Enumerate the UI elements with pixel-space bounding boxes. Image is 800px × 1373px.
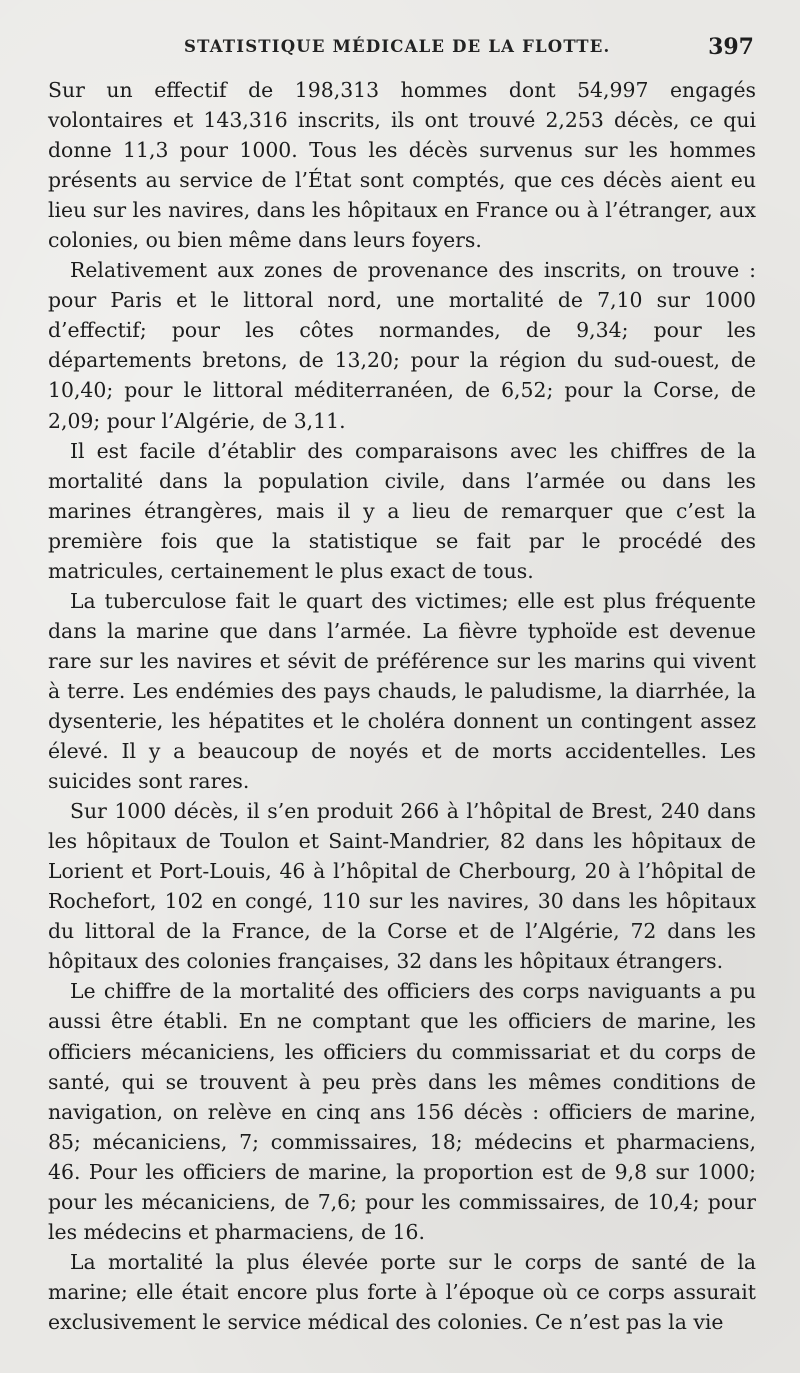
paragraph-repartition-deces: Sur 1000 décès, il s’en produit 266 à l’hôpital de Brest, 240 dans les hôpitaux de Toulon et Saint-Mandrier, 82 dans les hôpitaux de Lorient et Port-Louis, 46 à l’hôpital de Cherbourg, 20 à l’hôpital de Rochefort, 102 en congé, 110 sur les navires, 30 dans les hôpitaux du littoral de la France, de la Corse et de l’Algérie, 72 dans les hôpitaux des colonies françaises, 32 dans les hôpitaux étrangers.: [48, 799, 756, 974]
body-text: [48, 75, 756, 1337]
page-number: 397: [708, 34, 754, 60]
running-header: [48, 34, 756, 74]
paragraph-zones-provenance: Relativement aux zones de provenance des inscrits, on trouve : pour Paris et le littoral nord, une mortalité de 7,10 sur 1000 d’effectif; pour les côtes normandes, de 9,34; pour les départements bretons, de 13,20; pour la région du sud-ouest, de 10,40; pour le littoral méditerranéen, de 6,52; pour la Corse, de 2,09; pour l’Algérie, de 3,11.: [48, 258, 756, 433]
paragraph-effectif: Sur un effectif de 198,313 hommes dont 54,997 engagés volontaires et 143,316 inscrits, ils ont trouvé 2,253 décès, ce qui donne 11,3 pour 1000. Tous les décès survenus sur les hommes présents au service de l’État sont comptés, que ces décès aient eu lieu sur les navires, dans les hôpitaux en France ou à l’étranger, aux colonies, ou bien même dans leurs foyers.: [48, 78, 756, 253]
paragraph-corps-de-sante: La mortalité la plus élevée porte sur le corps de santé de la marine; elle était encore plus forte à l’époque où ce corps assurait exclusivement le service médical des colonies. Ce n’est pas la vie: [48, 1249, 756, 1334]
paragraph-officiers: Le chiffre de la mortalité des officiers des corps naviguants a pu aussi être établi. En ne comptant que les officiers de marine, les officiers mécaniciens, les officiers du commissariat et du corps de santé, qui se trouvent à peu près dans les mêmes conditions de navigation, on relève en cinq ans 156 décès : officiers de marine, 85; mécaniciens, 7; commissaires, 18; médecins et pharmaciens, 46. Pour les officiers de marine, la proportion est de 9,8 sur 1000; pour les mécaniciens, de 7,6; pour les commissaires, de 10,4; pour les médecins et pharmaciens, de 16.: [48, 979, 756, 1244]
paragraph-comparaisons: Il est facile d’établir des comparaisons avec les chiffres de la mortalité dans la population civile, dans l’armée ou dans les marines étrangères, mais il y a lieu de remarquer que c’est la première fois que la statistique se fait par le procédé des matricules, certainement le plus exact de tous.: [48, 438, 756, 583]
paragraph-tuberculose: La tuberculose fait le quart des victimes; elle est plus fréquente dans la marine que dans l’armée. La fièvre typhoïde est devenue rare sur les navires et sévit de préférence sur les marins qui vivent à terre. Les endémies des pays chauds, le paludisme, la diarrhée, la dysenterie, les hépatites et le choléra donnent un contingent assez élevé. Il y a beaucoup de noyés et de morts accidentelles. Les suicides sont rares.: [48, 588, 756, 794]
running-title: STATISTIQUE MÉDICALE DE LA FLOTTE.: [184, 37, 611, 56]
